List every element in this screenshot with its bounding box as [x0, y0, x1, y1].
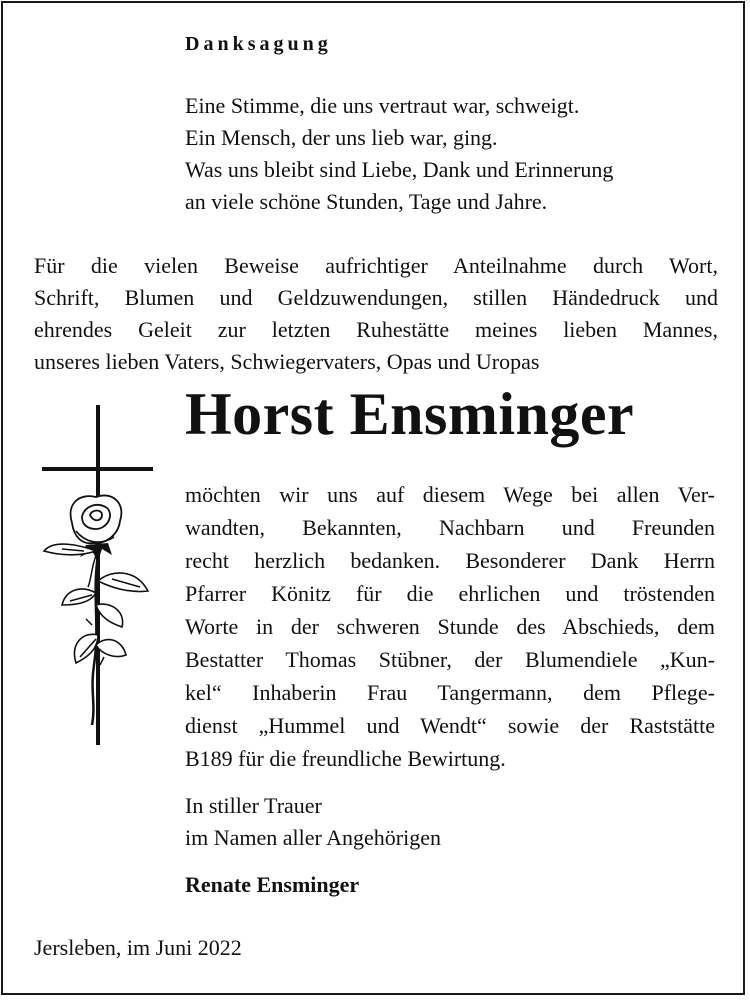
thanks-line: Pfarrer Könitz für die ehrlichen und tröstenden	[185, 581, 715, 606]
deceased-name: Horst Ensminger	[185, 381, 635, 447]
thanks-line: Bestatter Thomas Stübner, der Blumendiele „Kun-	[185, 647, 715, 672]
intro-line: Schrift, Blumen und Geldzuwendungen, stillen Händedruck und	[34, 285, 718, 310]
memorial-poem	[185, 90, 613, 218]
intro-paragraph	[34, 250, 718, 378]
thanks-line: recht herzlich bedanken. Besonderer Dank Herrn	[185, 548, 715, 573]
cross-with-rose-icon	[40, 405, 155, 750]
signature: Renate Ensminger	[185, 872, 360, 897]
intro-line: ehrendes Geleit zur letzten Ruhestätte meines lieben Mannes,	[34, 317, 718, 342]
closing-words	[185, 790, 441, 854]
thanks-line: möchten wir uns auf diesem Wege bei allen Ver-	[185, 482, 715, 507]
intro-line: unseres lieben Vaters, Schwiegervaters, Opas und Uropas	[34, 349, 540, 374]
thanks-paragraph	[185, 478, 715, 775]
thanks-line: dienst „Hummel und Wendt“ sowie der Raststätte	[185, 713, 715, 738]
intro-line: Für die vielen Beweise aufrichtiger Anteilnahme durch Wort,	[34, 253, 718, 278]
closing-line: im Namen aller Angehörigen	[185, 825, 441, 850]
notice-heading: Danksagung	[185, 33, 332, 55]
thanks-line: Worte in der schweren Stunde des Abschieds, dem	[185, 614, 715, 639]
poem-line: an viele schöne Stunden, Tage und Jahre.	[185, 189, 548, 214]
poem-line: Was uns bleibt sind Liebe, Dank und Erinnerung	[185, 157, 614, 182]
closing-line: In stiller Trauer	[185, 793, 322, 818]
thanks-line: B189 für die freundliche Bewirtung.	[185, 746, 506, 771]
poem-line: Eine Stimme, die uns vertraut war, schweigt.	[185, 93, 580, 118]
thanks-line: wandten, Bekannten, Nachbarn und Freunden	[185, 515, 715, 540]
poem-line: Ein Mensch, der uns lieb war, ging.	[185, 125, 498, 150]
thanks-line: kel“ Inhaberin Frau Tangermann, dem Pflege-	[185, 680, 715, 705]
place-date: Jersleben, im Juni 2022	[34, 935, 242, 960]
